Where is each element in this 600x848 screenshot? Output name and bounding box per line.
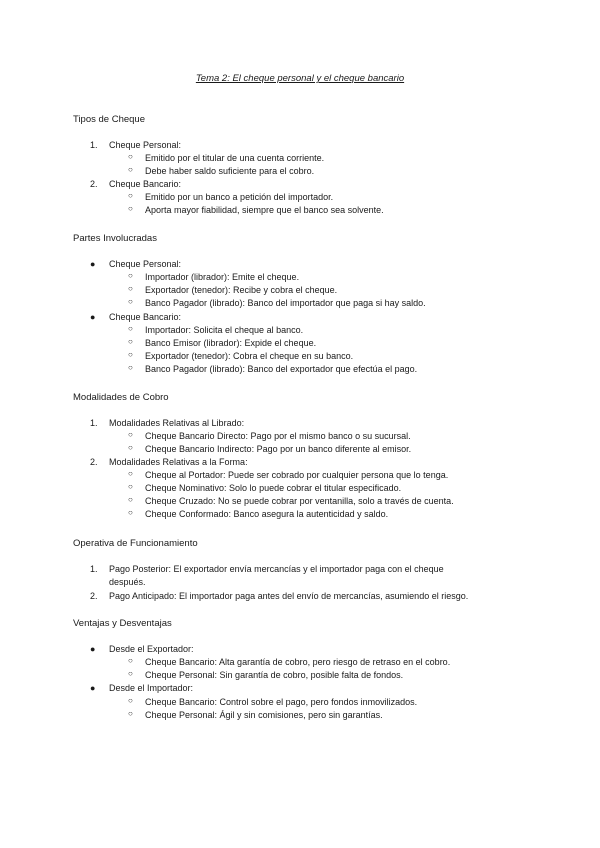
hollow-bullet-icon: ○ bbox=[128, 363, 133, 372]
sub-list-item-text: Banco Pagador (librado): Banco del importador que paga si hay saldo. bbox=[145, 298, 426, 308]
list-item bbox=[90, 258, 182, 270]
hollow-bullet-icon: ○ bbox=[128, 191, 133, 200]
section-heading-modalidades: Modalidades de Cobro bbox=[73, 392, 169, 403]
sub-list-item-text: Cheque Bancario: Alta garantía de cobro, pero riesgo de retraso en el cobro. bbox=[145, 657, 451, 667]
sub-list-item bbox=[128, 271, 300, 283]
sub-list-item-text: Importador: Solicita el cheque al banco. bbox=[145, 325, 304, 335]
bullet-icon: ● bbox=[90, 683, 96, 693]
sub-list-item bbox=[128, 297, 426, 309]
hollow-bullet-icon: ○ bbox=[128, 204, 133, 213]
list-item bbox=[90, 590, 469, 602]
sub-list-item-text: Exportador (tenedor): Recibe y cobra el cheque. bbox=[145, 285, 338, 295]
list-item-label: Modalidades Relativas al Librado: bbox=[109, 418, 245, 428]
hollow-bullet-icon: ○ bbox=[128, 469, 133, 478]
hollow-bullet-icon: ○ bbox=[128, 337, 133, 346]
sub-list-item bbox=[128, 337, 317, 349]
sub-list-item-text: Aporta mayor fiabilidad, siempre que el banco sea solvente. bbox=[145, 205, 384, 215]
sub-list-item-text: Cheque Personal: Ágil y sin comisiones, pero sin garantías. bbox=[145, 710, 383, 720]
sub-list-item bbox=[128, 669, 404, 681]
hollow-bullet-icon: ○ bbox=[128, 696, 133, 705]
list-item bbox=[90, 311, 182, 323]
sub-list-item-text: Banco Emisor (librador): Expide el cheque. bbox=[145, 338, 317, 348]
list-number: 1. bbox=[90, 140, 98, 150]
sub-list-item bbox=[128, 191, 334, 203]
sub-list-item-text: Emitido por un banco a petición del importador. bbox=[145, 192, 334, 202]
section-heading-tipos: Tipos de Cheque bbox=[73, 114, 146, 125]
list-item-text: Pago Posterior: El exportador envía mercancías y el importador paga con el cheque bbox=[109, 564, 444, 574]
list-item-label: Cheque Personal: bbox=[109, 259, 182, 269]
bullet-icon: ● bbox=[90, 259, 96, 269]
sub-list-item-text: Cheque Cruzado: No se puede cobrar por ventanilla, solo a través de cuenta. bbox=[145, 496, 454, 506]
section-heading-operativa: Operativa de Funcionamiento bbox=[73, 538, 198, 549]
sub-list-item-text: Debe haber saldo suficiente para el cobro. bbox=[145, 166, 315, 176]
list-item-text: Pago Anticipado: El importador paga antes del envío de mercancías, asumiendo el riesgo. bbox=[109, 591, 469, 601]
sub-list-item bbox=[128, 350, 354, 362]
list-item-label: Cheque Bancario: bbox=[109, 179, 182, 189]
list-item bbox=[90, 643, 194, 655]
sub-list-item bbox=[128, 152, 325, 164]
hollow-bullet-icon: ○ bbox=[128, 271, 133, 280]
bullet-icon: ● bbox=[90, 312, 96, 322]
sub-list-item-text: Cheque Nominativo: Solo lo puede cobrar el titular especificado. bbox=[145, 483, 402, 493]
list-number: 2. bbox=[90, 457, 98, 467]
sub-list-item bbox=[128, 482, 402, 494]
sub-list-item bbox=[128, 495, 454, 507]
sub-list-item bbox=[128, 363, 418, 375]
section-heading-ventajas: Ventajas y Desventajas bbox=[73, 618, 172, 629]
list-item bbox=[90, 178, 182, 190]
list-item-label: Cheque Bancario: bbox=[109, 312, 182, 322]
sub-list-item-text: Cheque Bancario Indirecto: Pago por un banco diferente al emisor. bbox=[145, 444, 412, 454]
hollow-bullet-icon: ○ bbox=[128, 443, 133, 452]
sub-list-item-text: Emitido por el titular de una cuenta corriente. bbox=[145, 153, 325, 163]
list-item-continuation: después. bbox=[109, 577, 146, 587]
sub-list-item bbox=[128, 204, 384, 216]
hollow-bullet-icon: ○ bbox=[128, 324, 133, 333]
list-item-label: Modalidades Relativas a la Forma: bbox=[109, 457, 248, 467]
list-number: 2. bbox=[90, 179, 98, 189]
sub-list-item bbox=[128, 443, 412, 455]
list-item-label: Desde el Exportador: bbox=[109, 644, 194, 654]
hollow-bullet-icon: ○ bbox=[128, 152, 133, 161]
sub-list-item-text: Cheque Conformado: Banco asegura la autenticidad y saldo. bbox=[145, 509, 389, 519]
sub-list-item bbox=[128, 165, 315, 177]
sub-list-item-text: Banco Pagador (librado): Banco del exportador que efectúa el pago. bbox=[145, 364, 418, 374]
list-item-label: Desde el Importador: bbox=[109, 683, 194, 693]
hollow-bullet-icon: ○ bbox=[128, 297, 133, 306]
hollow-bullet-icon: ○ bbox=[128, 350, 133, 359]
sub-list-item-text: Cheque Personal: Sin garantía de cobro, posible falta de fondos. bbox=[145, 670, 404, 680]
hollow-bullet-icon: ○ bbox=[128, 709, 133, 718]
list-item bbox=[90, 139, 182, 151]
sub-list-item bbox=[128, 430, 411, 442]
sub-list-item-text: Importador (librador): Emite el cheque. bbox=[145, 272, 300, 282]
hollow-bullet-icon: ○ bbox=[128, 656, 133, 665]
hollow-bullet-icon: ○ bbox=[128, 482, 133, 491]
list-number: 1. bbox=[90, 418, 98, 428]
sub-list-item bbox=[128, 696, 418, 708]
list-number: 1. bbox=[90, 564, 98, 574]
document-title: Tema 2: El cheque personal y el cheque bancario bbox=[195, 73, 405, 84]
bullet-icon: ● bbox=[90, 644, 96, 654]
list-item bbox=[90, 456, 248, 468]
list-item bbox=[90, 417, 245, 429]
hollow-bullet-icon: ○ bbox=[128, 669, 133, 678]
hollow-bullet-icon: ○ bbox=[128, 508, 133, 517]
sub-list-item-text: Cheque al Portador: Puede ser cobrado por cualquier persona que lo tenga. bbox=[145, 470, 449, 480]
sub-list-item bbox=[128, 324, 304, 336]
sub-list-item-text: Exportador (tenedor): Cobra el cheque en su banco. bbox=[145, 351, 354, 361]
sub-list-item-text: Cheque Bancario: Control sobre el pago, pero fondos inmovilizados. bbox=[145, 697, 418, 707]
sub-list-item bbox=[128, 709, 383, 721]
list-item bbox=[90, 682, 194, 694]
hollow-bullet-icon: ○ bbox=[128, 430, 133, 439]
sub-list-item bbox=[128, 508, 389, 520]
hollow-bullet-icon: ○ bbox=[128, 165, 133, 174]
hollow-bullet-icon: ○ bbox=[128, 284, 133, 293]
sub-list-item bbox=[128, 284, 338, 296]
list-item bbox=[90, 563, 444, 575]
sub-list-item bbox=[128, 469, 449, 481]
sub-list-item bbox=[128, 656, 451, 668]
sub-list-item-text: Cheque Bancario Directo: Pago por el mismo banco o su sucursal. bbox=[145, 431, 411, 441]
hollow-bullet-icon: ○ bbox=[128, 495, 133, 504]
section-heading-partes: Partes Involucradas bbox=[73, 233, 157, 244]
list-number: 2. bbox=[90, 591, 98, 601]
list-item-label: Cheque Personal: bbox=[109, 140, 182, 150]
